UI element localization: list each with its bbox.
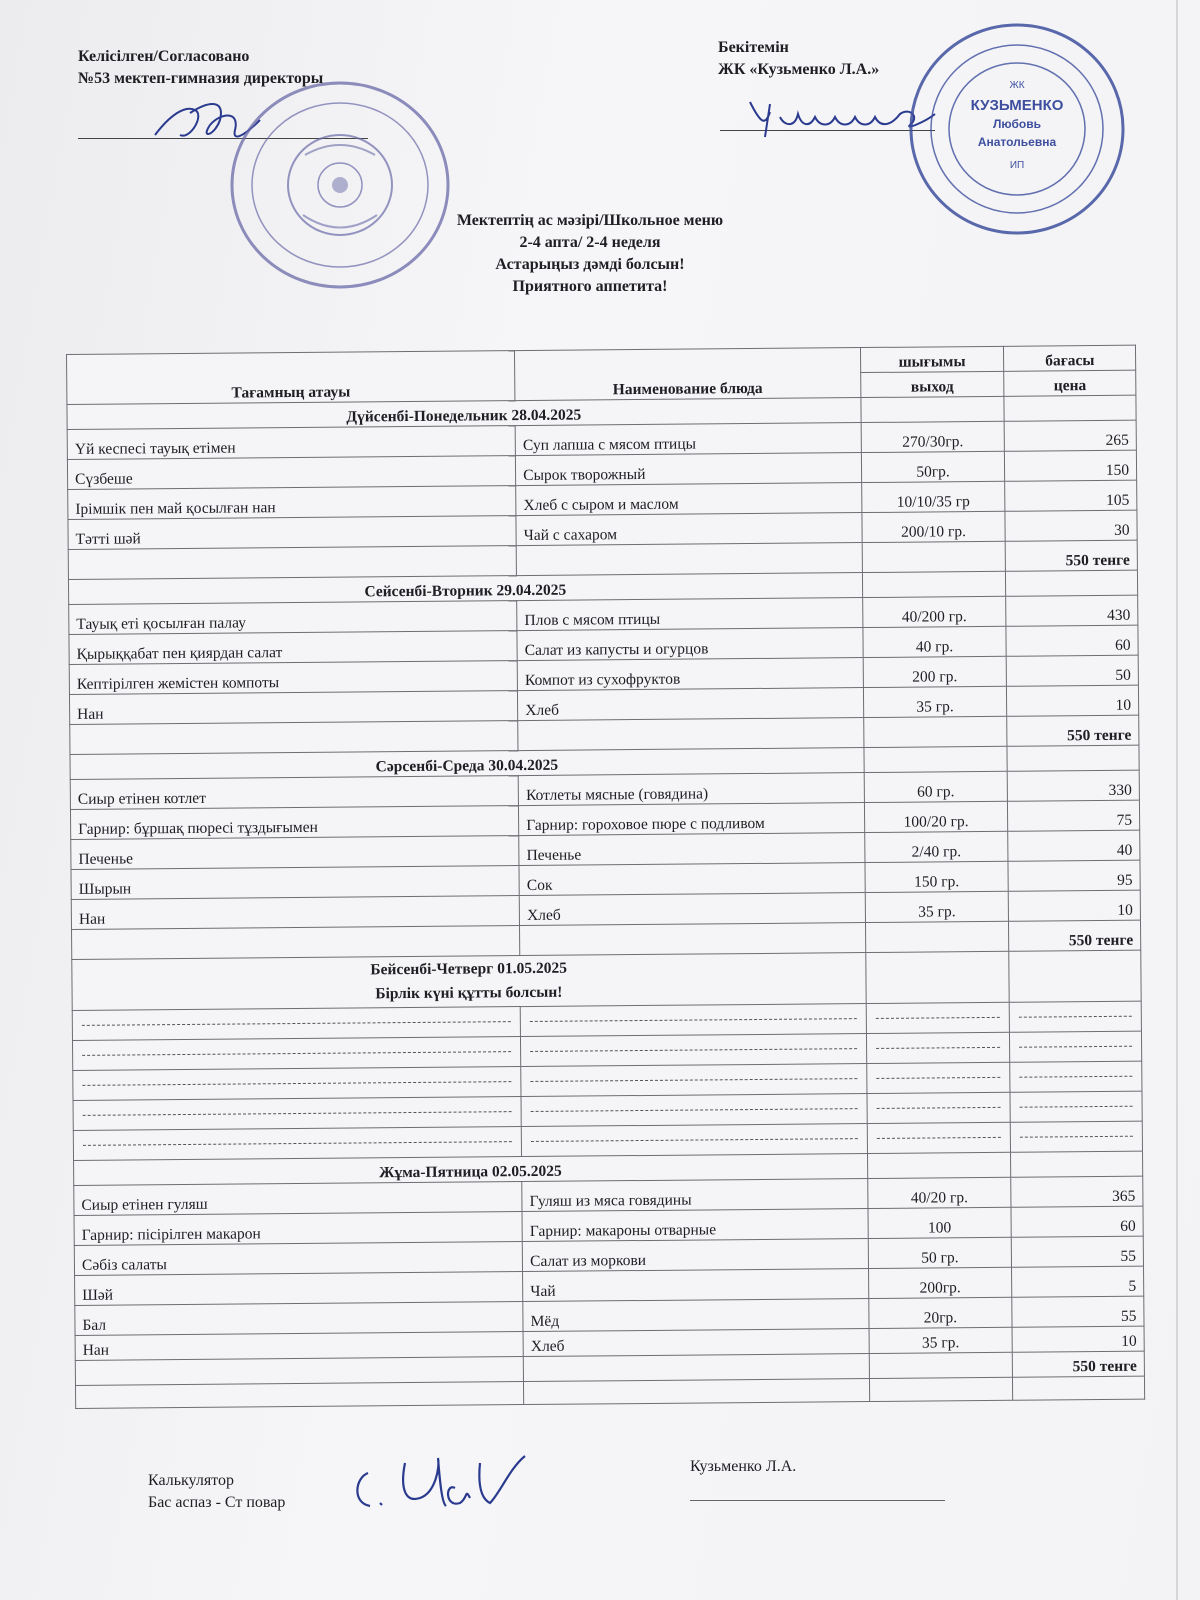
footer-roles (148, 1470, 285, 1514)
dish-yield: 60 гр. (864, 771, 1008, 802)
dish-kz: Нан (69, 691, 517, 725)
dish-ru: Салат из капусты и огурцов (517, 628, 863, 661)
dash-line (531, 1108, 857, 1112)
dish-ru: Котлеты мясные (говядина) (518, 773, 864, 806)
svg-text:Любовь: Любовь (992, 117, 1042, 131)
day-total: 550 тенге (1009, 920, 1141, 951)
dish-yield: 35 гр. (863, 686, 1007, 717)
svg-text:ЖК: ЖК (1009, 80, 1025, 91)
dash-line (530, 1018, 856, 1022)
dish-price: 40 (1008, 830, 1140, 861)
dish-ru: Гарнир: гороховое пюре с подливом (519, 803, 865, 836)
dish-ru: Суп лапша с мясом птицы (515, 423, 861, 456)
dish-ru: Сырок творожный (516, 453, 862, 486)
day-title: Бейсенбі-Четверг 01.05.2025 (370, 959, 567, 979)
dash-line (82, 1021, 511, 1026)
dish-ru: Гарнир: макароны отварные (522, 1209, 868, 1242)
approved-org: ЖК «Кузьменко Л.А.» (718, 61, 880, 78)
dish-yield: 40 гр. (862, 626, 1006, 657)
dish-ru: Чай с сахаром (516, 513, 862, 546)
footer-role-chef: Бас аспаз - Ст повар (148, 1494, 286, 1511)
dash-line (1019, 1046, 1132, 1048)
dish-price: 330 (1008, 770, 1140, 801)
dash-line (1019, 1016, 1132, 1018)
dish-price: 55 (1012, 1296, 1144, 1327)
svg-text:КУЗЬМЕНКО: КУЗЬМЕНКО (970, 97, 1064, 114)
dish-kz: Гарнир: пісірілген макарон (74, 1212, 522, 1246)
dish-yield: 50гр. (861, 451, 1005, 482)
dish-ru: Плов с мясом птицы (517, 598, 863, 631)
dish-kz: Сәбіз салаты (74, 1242, 522, 1276)
approved-block (718, 37, 879, 81)
dish-yield: 40/200 гр. (862, 596, 1006, 627)
dish-kz: Кептірілген жемістен компоты (69, 661, 517, 695)
dash-line (1020, 1106, 1133, 1108)
dish-price: 10 (1007, 685, 1139, 716)
dish-kz: Нан (75, 1332, 523, 1361)
day-title: Сәрсенбі-Среда 30.04.2025 (70, 748, 864, 780)
day-row-thursday (72, 950, 1141, 1010)
dish-ru: Хлеб с сыром и маслом (516, 483, 862, 516)
dish-kz: Үй кеспесі тауық етімен (67, 426, 515, 460)
col-header-yield-ru: выход (860, 371, 1004, 397)
dish-price: 10 (1009, 890, 1141, 921)
dish-price: 75 (1008, 800, 1140, 831)
dish-price: 50 (1007, 655, 1139, 686)
dash-line (876, 1077, 1001, 1079)
dash-line (1020, 1136, 1133, 1138)
col-header-price-kz: бағасы (1004, 345, 1136, 371)
day-title: Сейсенбі-Вторник 29.04.2025 (68, 573, 862, 605)
day-title: Дүйсенбі-Понедельник 28.04.2025 (67, 398, 861, 430)
dish-ru: Хлеб (518, 688, 864, 721)
dash-line (83, 1141, 512, 1146)
day-title: Жұма-Пятница 02.05.2025 (74, 1154, 868, 1186)
dish-ru: Чай (523, 1269, 869, 1302)
dish-price: 60 (1011, 1206, 1143, 1237)
dish-yield: 35 гр. (865, 891, 1009, 922)
agreed-org: №53 мектеп-гимназия директоры (78, 70, 324, 87)
dish-ru: Салат из моркови (522, 1239, 868, 1272)
dish-price: 10 (1012, 1326, 1144, 1352)
dish-ru: Компот из сухофруктов (517, 658, 863, 691)
dish-price: 430 (1006, 595, 1138, 626)
dish-kz: Сиыр етінен котлет (70, 776, 518, 810)
dish-yield: 150 гр. (864, 861, 1008, 892)
dish-kz: Шырын (71, 866, 519, 900)
holiday-note: Бірлік күні құтты болсын! (375, 983, 563, 1003)
dish-ru: Хлеб (519, 893, 865, 926)
dish-yield: 10/10/35 гр (861, 481, 1005, 512)
footer-name: Кузьменко Л.А. (690, 1458, 797, 1475)
dish-yield: 200гр. (868, 1267, 1012, 1298)
dish-kz: Ірімшік пен май қосылған нан (68, 486, 516, 520)
agreed-label: Келісілген/Согласовано (78, 48, 250, 65)
menu-table (66, 345, 1145, 1409)
dash-line (876, 1107, 1001, 1109)
dish-ru: Сок (519, 863, 865, 896)
dish-yield: 50 гр. (868, 1237, 1012, 1268)
dish-price: 55 (1012, 1236, 1144, 1267)
footer-role-calculator: Калькулятор (148, 1472, 234, 1489)
day-total: 550 тенге (1006, 540, 1138, 571)
dash-line (530, 1048, 856, 1052)
svg-text:ИП: ИП (1009, 160, 1025, 171)
col-header-yield-kz: шығымы (860, 346, 1004, 372)
dash-line (531, 1138, 857, 1142)
entrepreneur-stamp-icon (905, 18, 1130, 240)
dish-kz: Тауық еті қосылған палау (69, 601, 517, 635)
approved-label: Бекітемін (718, 39, 789, 56)
dish-yield: 40/20 гр. (867, 1177, 1011, 1208)
title-line-2: 2-4 апта/ 2-4 неделя (519, 234, 661, 251)
dish-yield: 100 (868, 1207, 1012, 1238)
col-header-name-kz: Тағамның атауы (67, 351, 516, 405)
dish-price: 5 (1012, 1266, 1144, 1297)
dish-kz: Тәтті шәй (68, 516, 516, 550)
dish-kz: Шәй (75, 1272, 523, 1306)
dish-price: 105 (1005, 480, 1137, 511)
dish-kz: Қырыққабат пен қиярдан салат (69, 631, 517, 665)
dish-yield: 200/10 гр. (861, 511, 1005, 542)
dish-yield: 270/30гр. (861, 421, 1005, 452)
dash-line (82, 1051, 511, 1056)
dash-line (876, 1137, 1001, 1139)
chef-signature-icon (350, 1448, 540, 1518)
col-header-name-ru: Наименование блюда (515, 348, 861, 401)
dish-kz: Сүзбеше (67, 456, 515, 490)
page-edge (1176, 0, 1178, 1600)
dash-line (531, 1078, 857, 1082)
svg-text:Анатольевна: Анатольевна (977, 135, 1057, 149)
dish-ru: Хлеб (523, 1329, 869, 1357)
dish-kz: Сиыр етінен гуляш (74, 1182, 522, 1216)
dash-line (876, 1047, 1001, 1049)
dish-price: 60 (1006, 625, 1138, 656)
dish-yield: 35 гр. (869, 1327, 1013, 1353)
dish-price: 365 (1011, 1176, 1143, 1207)
title-line-3: Астарыңыз дәмді болсын! (495, 256, 685, 273)
dash-line (83, 1111, 512, 1116)
title-line-4: Приятного аппетита! (512, 278, 668, 295)
dish-kz: Бал (75, 1302, 523, 1336)
holiday-cell (72, 953, 866, 1011)
dish-ru: Печенье (519, 833, 865, 866)
dish-ru: Мёд (523, 1299, 869, 1332)
dish-ru: Гуляш из мяса говядины (522, 1179, 868, 1212)
dish-yield: 100/20 гр. (864, 801, 1008, 832)
day-total: 550 тенге (1007, 715, 1139, 746)
col-header-price-ru: цена (1004, 370, 1136, 396)
day-total: 550 тенге (1013, 1351, 1145, 1377)
dish-kz: Нан (71, 896, 519, 930)
dish-price: 150 (1005, 450, 1137, 481)
dish-kz: Гарнир: бұршақ пюресі тұздығымен (70, 806, 518, 840)
dish-yield: 2/40 гр. (864, 831, 1008, 862)
dash-line (875, 1017, 1000, 1019)
dish-yield: 20гр. (868, 1297, 1012, 1328)
dish-price: 265 (1005, 420, 1137, 451)
title-line-1: Мектептің ас мәзірі/Школьное меню (456, 212, 724, 229)
menu-title (360, 210, 820, 298)
dish-price: 30 (1005, 510, 1137, 541)
footer-signature-line (690, 1500, 945, 1501)
dish-yield: 200 гр. (863, 656, 1007, 687)
dash-line (1020, 1076, 1133, 1078)
dish-price: 95 (1008, 860, 1140, 891)
dash-line (82, 1081, 511, 1086)
dish-kz: Печенье (71, 836, 519, 870)
